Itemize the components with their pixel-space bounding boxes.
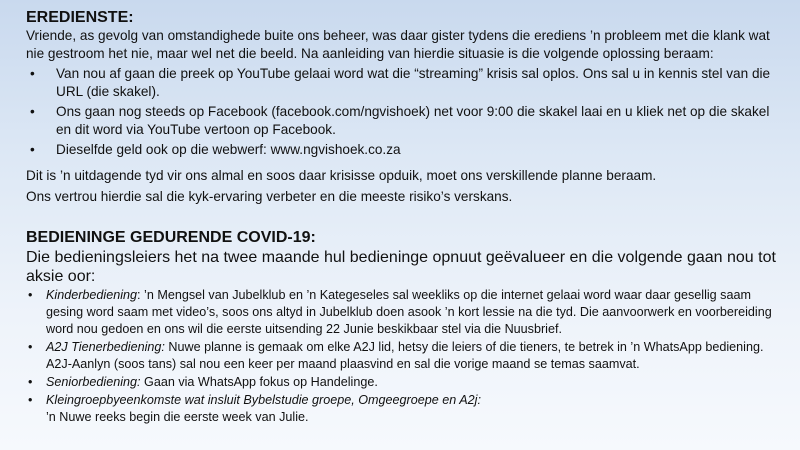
item-line2: ’n Nuwe reeks begin die eerste week van Julie. xyxy=(46,410,309,424)
eredienste-bullet-list xyxy=(26,65,786,159)
bedieninge-bullet-list xyxy=(26,287,786,426)
item-label: Kinderbediening xyxy=(46,288,138,302)
item-label: A2J Tienerbediening: xyxy=(46,340,165,354)
item-text: : ’n Mengsel van Jubelklub en ’n Kategeseles sal weekliks op die internet gelaai word waar daar gesellig saam gesing word saam met video’s, soos ons altyd in Jubelklub doen asook ’n kort lessie na die tyd. Die aanvoorwerk en voorbereiding word nou gedoen en ons wil die eerste uitsending 22 Junie beskikbaar stel via die Nuusbrief. xyxy=(46,288,772,336)
section-title-bedieninge: BEDIENINGE GEDURENDE COVID-19: xyxy=(26,229,316,246)
slide-content xyxy=(26,8,786,426)
list-item xyxy=(26,374,786,391)
list-item xyxy=(26,287,786,338)
eredienste-intro: Vriende, as gevolg van omstandighede buite ons beheer, was daar gister tydens die erediens ’n probleem met die klank wat nie gestroom het nie, maar wel net die beeld. Na aanleiding van hierdie situasie is die volgende oplossing beraam: xyxy=(26,28,770,61)
item-label: Seniorbediening: xyxy=(46,375,141,389)
bedieninge-intro: Die bedieningsleiers het na twee maande hul bedieninge opnuut geëvalueer en die volgende gaan nou tot aksie oor: xyxy=(26,249,776,285)
list-item xyxy=(26,392,786,426)
item-text: Gaan via WhatsApp fokus op Handelinge. xyxy=(140,375,378,389)
list-item: • Van nou af gaan die preek op YouTube gelaai word wat die “streaming” krisis sal oplos. Ons sal u in kennis stel van die URL (die skakel). xyxy=(26,65,786,101)
list-item: • Ons gaan nog steeds op Facebook (facebook.com/ngvishoek) net voor 9:00 die skakel laai en u kliek net op die skakel en dit word via YouTube vertoon op Facebook. xyxy=(26,103,786,139)
item-text: Nuwe planne is gemaak om elke A2J lid, hetsy die leiers of die tieners, te betrek in ’n WhatsApp bediening. A2J-Aanlyn (soos tans) sal nou een keer per maand plaasvind en sal die vorige maand se temas saamvat. xyxy=(46,340,764,371)
eredienste-closing-1: Dit is ’n uitdagende tyd vir ons almal en soos daar krisisse opduik, moet ons verskillende planne beraam. xyxy=(26,168,657,183)
list-item xyxy=(26,339,786,373)
item-label: Kleingroepbyeenkomste wat insluit Bybelstudie groepe, Omgeegroepe en A2j: xyxy=(46,393,481,407)
eredienste-closing-2: Ons vertrou hierdie sal die kyk-ervaring verbeter en die meeste risiko’s verskans. xyxy=(26,189,513,204)
section-title-eredienste: EREDIENSTE: xyxy=(26,9,134,26)
list-item: • Dieselfde geld ook op die webwerf: www.ngvishoek.co.za xyxy=(26,141,786,159)
